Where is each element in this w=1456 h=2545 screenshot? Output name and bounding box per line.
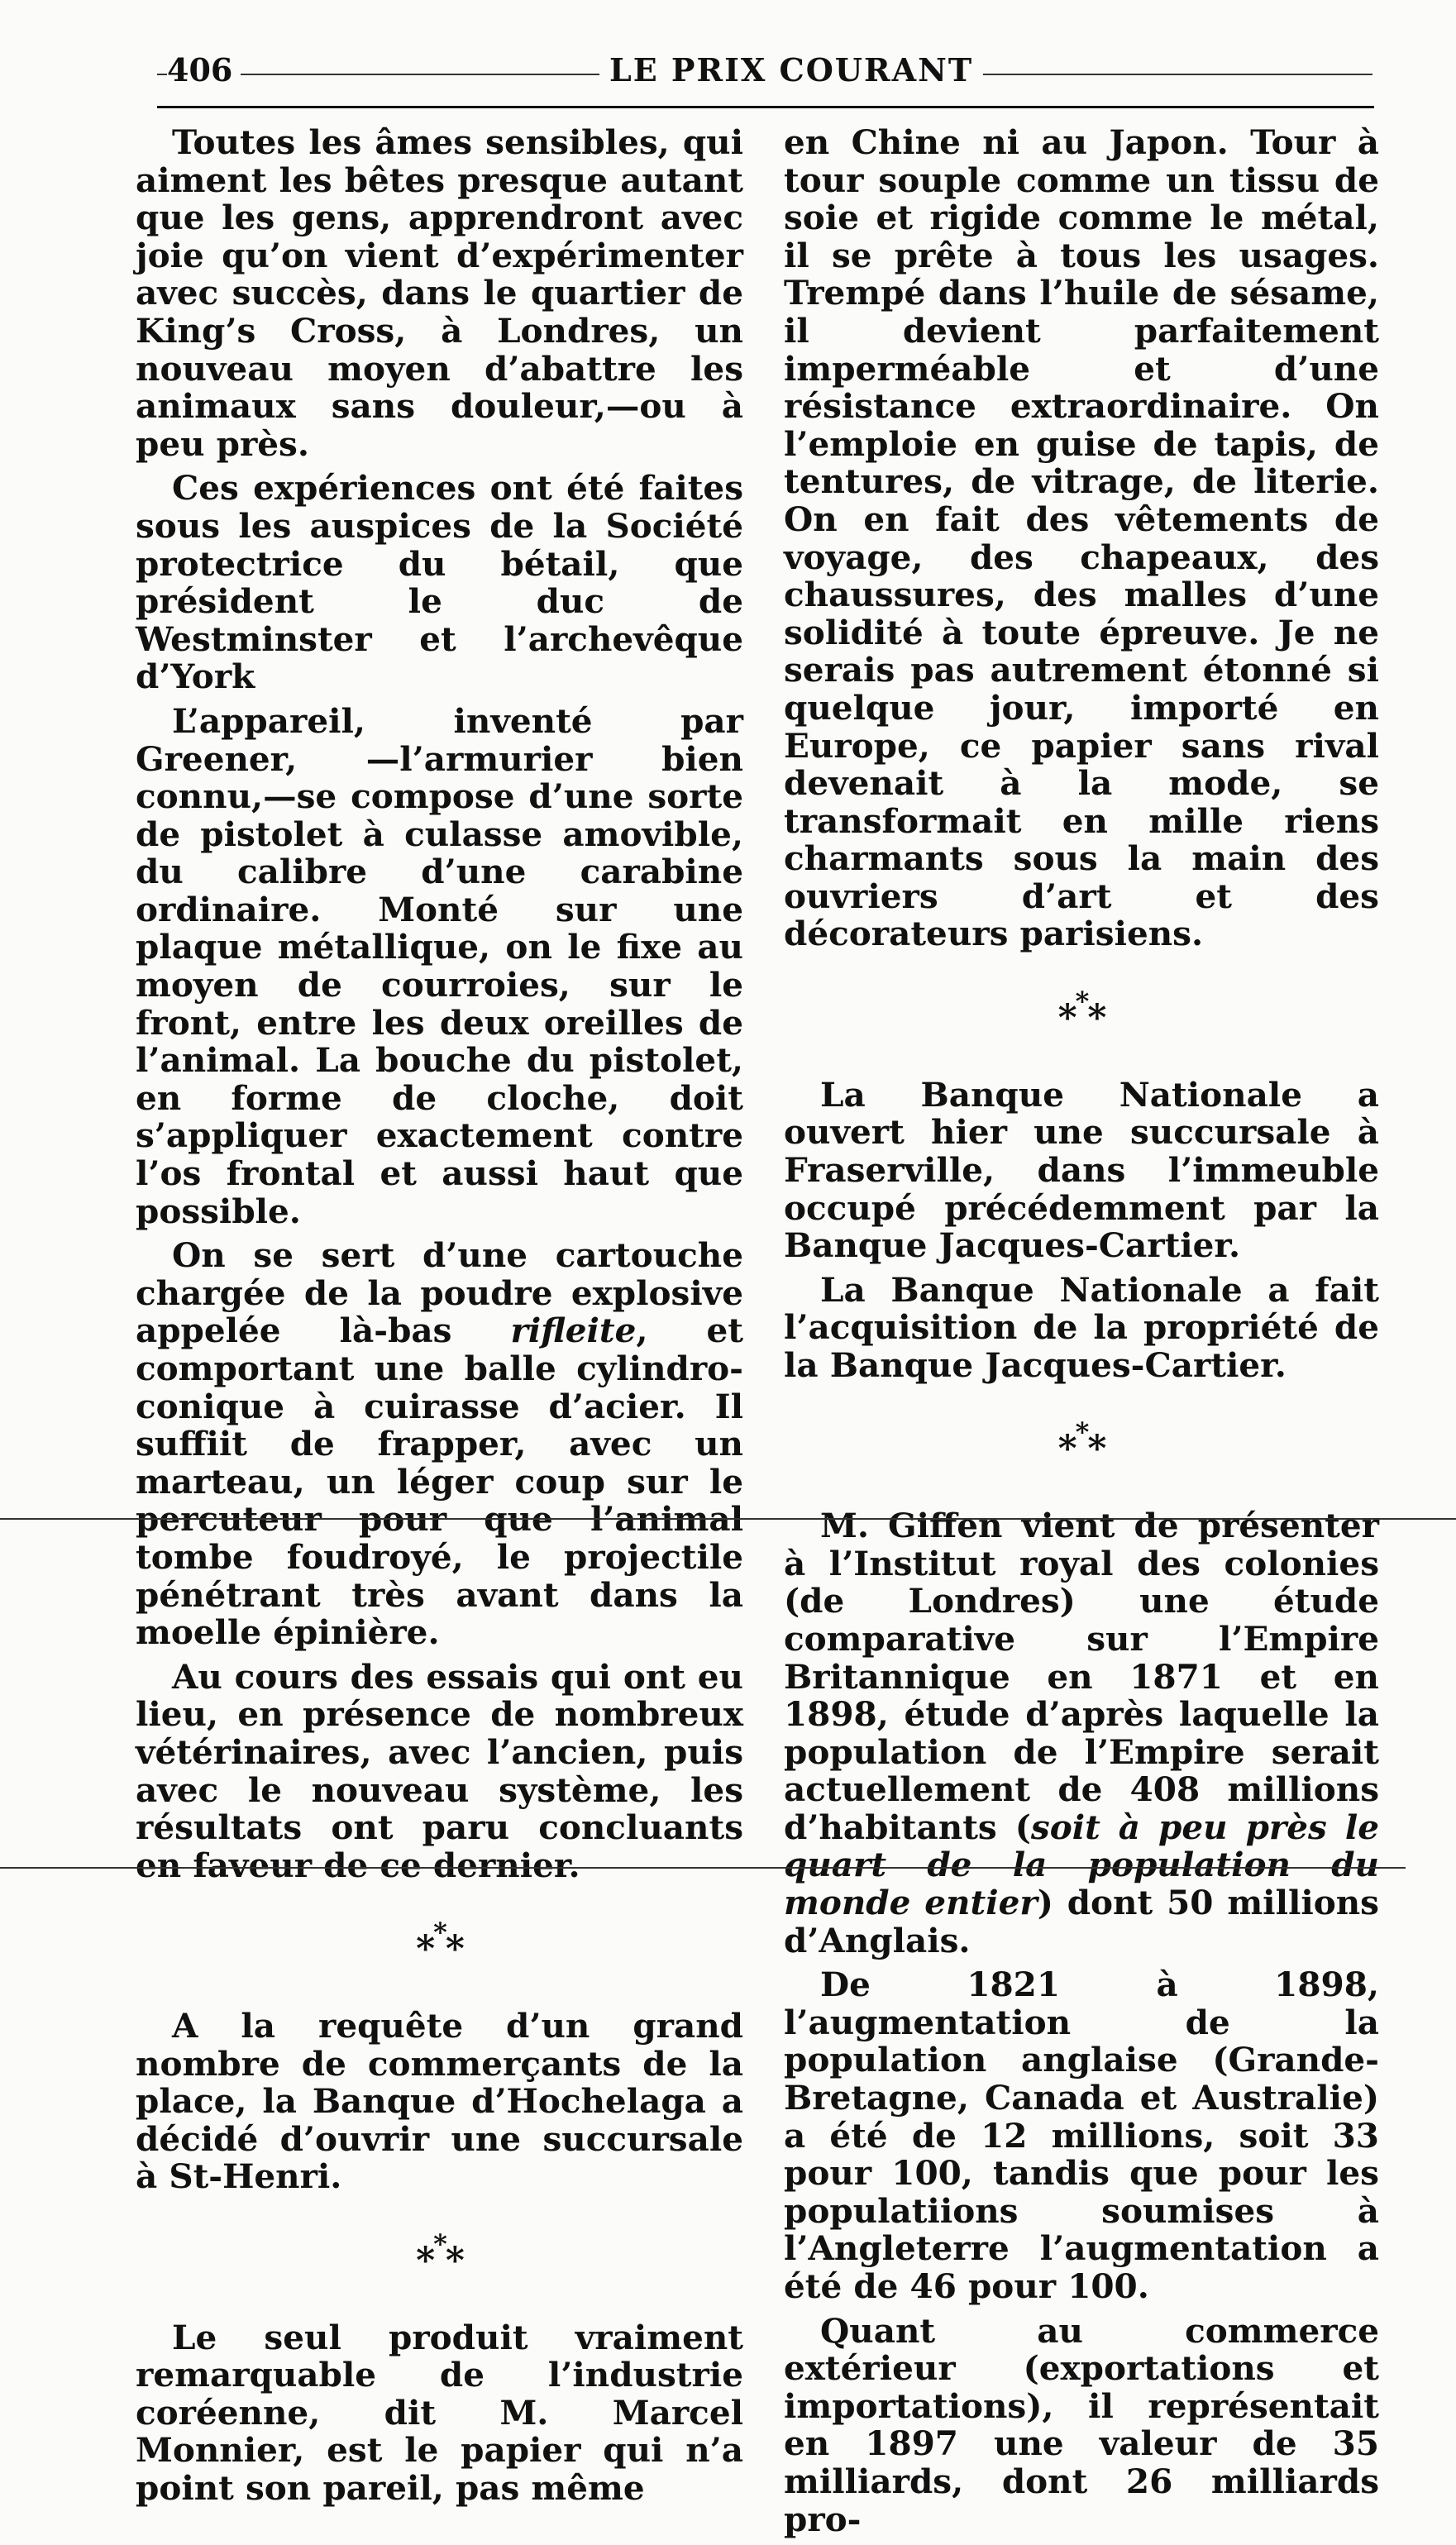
paragraph-apparatus: L’appareil, inventé par Greener, —l’armurier bien connu,—se compose d’une sorte de pistolet à culasse amovible, du calibre d’une carabine ordinaire. Monté sur une plaque métallique, on le fixe au moyen de courroies, sur le front, entre les deux oreilles de l’animal. La bouche du pistolet, en forme de cloche, doit s’appliquer exactement contre l’os frontal et aussi haut que possible. xyxy=(136,700,743,1231)
paragraph-korean-paper: Le seul produit vraiment remarquable de l’industrie coréenne, dit M. Marcel Monnier, est le papier qui n’a point son pareil, pas même xyxy=(136,2317,743,2508)
header-bottom-rule xyxy=(157,106,1374,108)
italic-quote: soit à peu près le quart de la population du monde entier xyxy=(784,1807,1379,1923)
paragraph-hochelaga: A la requête d’un grand nombre de commerçants de la place, la Banque d’Hochelaga a décidé d’ouvrir une succursale à St-Henri. xyxy=(136,2005,743,2197)
paragraph-cartridge: On se sert d’une cartouche chargée de la poudre explosive appelée là-bas rifleite, et comportant une balle cylindro-conique à cuirasse d’acier. Il suffiit de frapper, avec un marteau, un léger coup sur le percuteur pour que l’animal tombe foudroyé, le projectile pénétrant très avant dans la moelle épinière. xyxy=(136,1235,743,1653)
left-column xyxy=(136,124,743,2514)
paragraph-banque-nationale-acquisition: La Banque Nationale a fait l’acquisition de la propriété de la Banque Jacques-Cartier. xyxy=(784,1269,1379,1385)
right-column xyxy=(784,124,1379,2545)
section-separator: *** xyxy=(1057,1416,1105,1471)
scan-fold-line xyxy=(0,1867,1406,1869)
paragraph-banque-nationale-fraserville: La Banque Nationale a ouvert hier une succursale à Fraserville, dans l’immeuble occupé précédemment par la Banque Jacques-Cartier. xyxy=(784,1074,1379,1266)
paragraph-paper-continued: en Chine ni au Japon. Tour à tour souple comme un tissu de soie et rigide comme le métal, il se prête à tous les usages. Trempé dans l’huile de sésame, il devient parfaitement imperméable et d’une résistance extraordinaire. On l’emploie en guise de tapis, de tentures, de vitrage, de literie. On en fait des vêtements de voyage, des chapeaux, des chaussures, des malles d’une solidité à toute épreuve. Je ne serais pas autrement étonné si quelque jour, importé en Europe, ce papier sans rival devenait à la mode, se transformait en mille riens charmants sous la main des ouvriers d’art et des décorateurs parisiens. xyxy=(784,122,1379,954)
paragraph-trials: Au cours des essais qui ont eu lieu, en présence de nombreux vétérinaires, avec l’ancien, puis avec le nouveau système, les résultats ont paru concluants en faveur de ce dernier. xyxy=(136,1656,743,1885)
paragraph-population-growth: De 1821 à 1898, l’augmentation de la population anglaise (Grande-Bretagne, Canada et Australie) a été de 12 millions, soit 33 pour 100, tandis que pour les populatiions soumises à l’Angleterre l’augmentation a été de 46 pour 100. xyxy=(784,1965,1379,2306)
page-number: 406 xyxy=(167,51,241,88)
section-separator: *** xyxy=(416,2227,463,2282)
italic-term: rifleite xyxy=(510,1311,637,1351)
paragraph-animals: Toutes les âmes sensibles, qui aiment les bêtes presque autant que les gens, apprendront avec joie qu’on vient d’expérimenter avec succès, dans le quartier de King’s Cross, à Londres, un nouveau moyen d’abattre les animaux sans douleur,—ou à peu près. xyxy=(136,122,743,464)
page-header xyxy=(157,51,1372,94)
running-title: LE PRIX COURANT xyxy=(599,51,983,88)
section-separator: *** xyxy=(416,1917,463,1970)
paragraph-commerce: Quant au commerce extérieur (exportations et importations), il représentait en 1897 une valeur de 35 milliards, dont 26 milliards pro- xyxy=(784,2310,1379,2539)
paragraph-society: Ces expériences ont été faites sous les auspices de la Société protectrice du bétail, que président le duc de Westminster et l’archevêque d’York xyxy=(136,468,743,697)
scan-fold-line xyxy=(0,1518,1456,1520)
paragraph-giffen: M. Giffen vient de présenter à l’Institut royal des colonies (de Londres) une étude comparative sur l’Empire Britannique en 1871 et en 1898, étude d’après laquelle la population de l’Empire serait actuellement de 408 millions d’habitants (soit à peu près le quart de la population du monde entier) dont 50 millions d’Anglais. xyxy=(784,1506,1379,1960)
section-separator: *** xyxy=(1057,986,1105,1039)
